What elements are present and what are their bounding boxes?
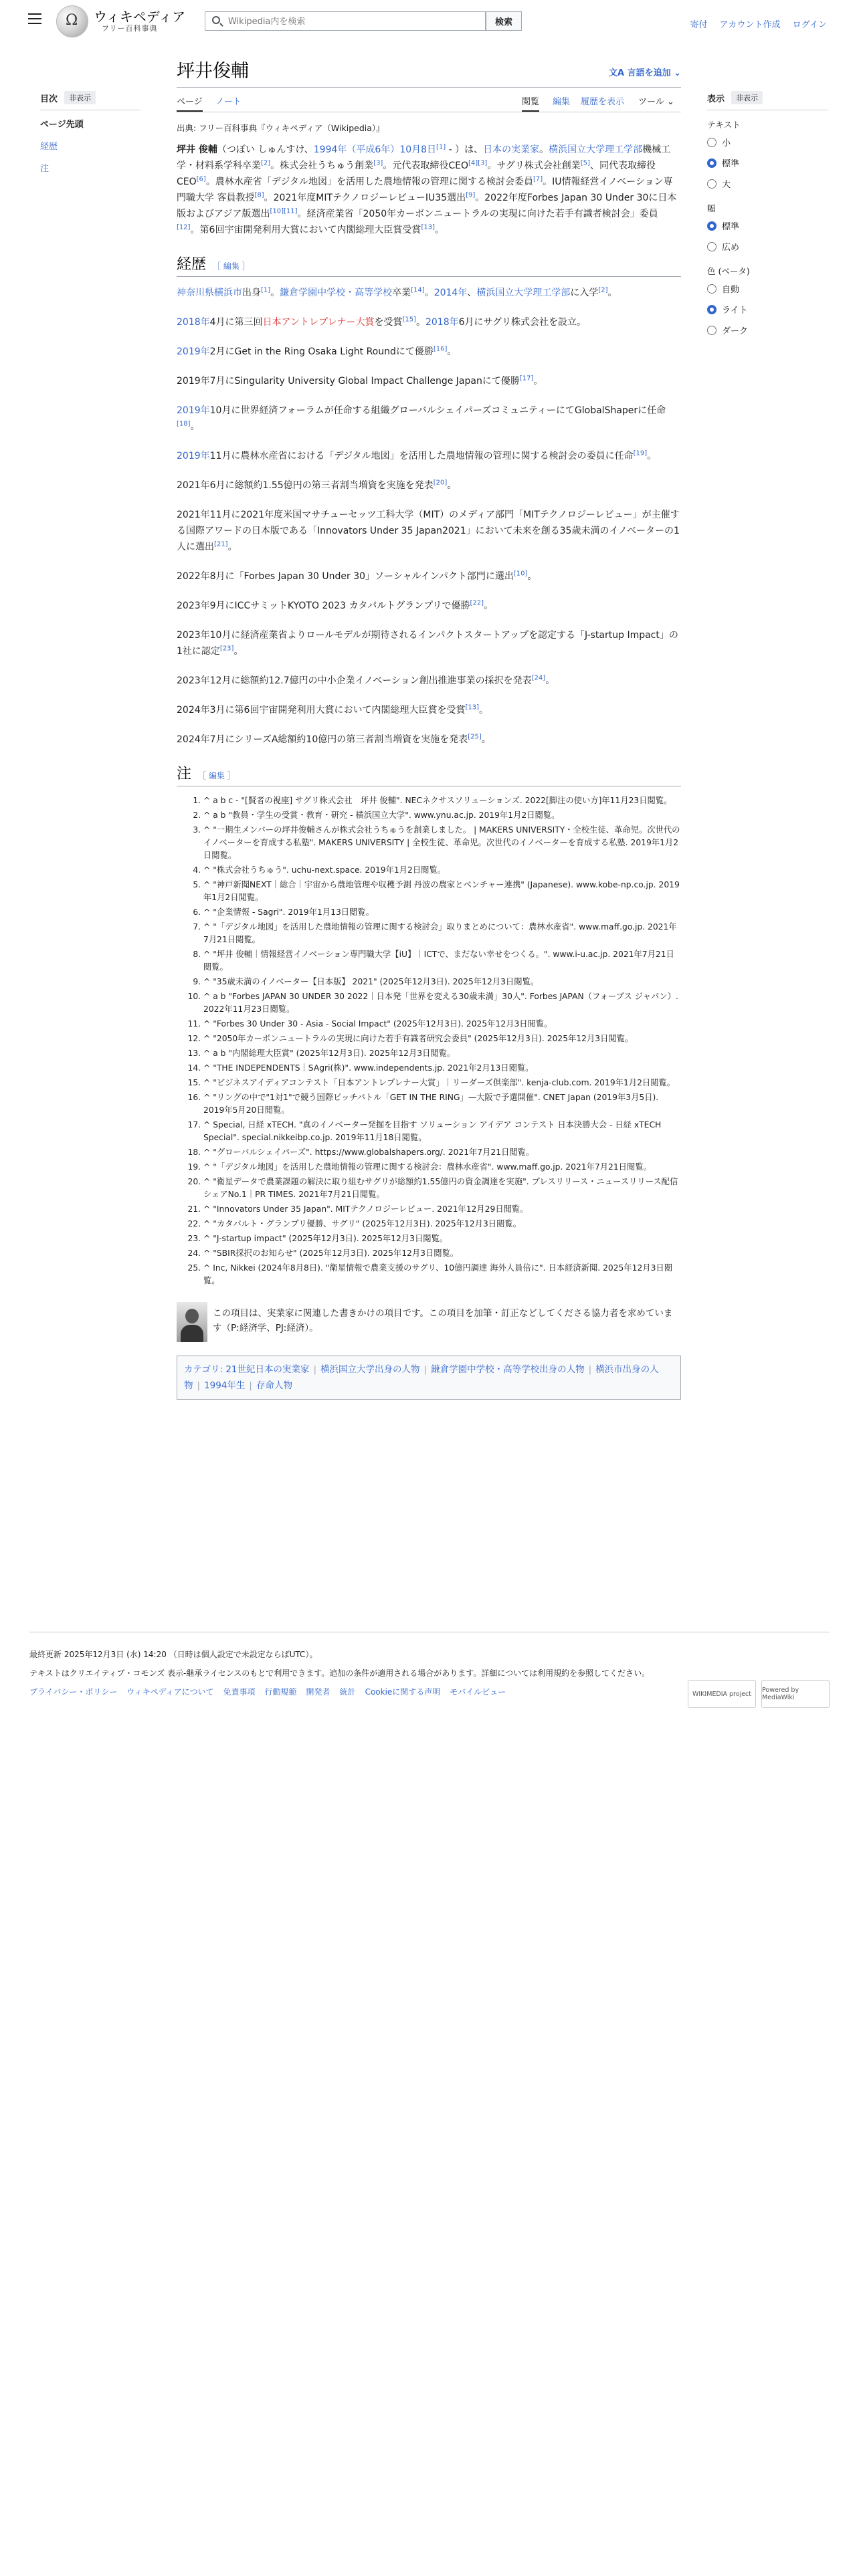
tools-label: ツール [638, 97, 664, 107]
text: 2023年9月にICCサミットKYOTO 2023 カタパルトグランプリで優勝 [177, 601, 470, 611]
toc-header [40, 91, 140, 104]
text: 2月にGet in the Ring Osaka Light Roundにて優勝 [209, 346, 434, 357]
career-paragraph [177, 448, 681, 464]
person-silhouette-icon [177, 1302, 207, 1342]
reference-item [203, 1047, 681, 1060]
toc-item-notes[interactable]: 注 [40, 164, 50, 174]
reference-item [203, 990, 681, 1016]
reference-text[interactable]: ^ "「デジタル地図」を活用した農地情報の管理に関する検討会」取りまとめについて：農林水産省". www.maff.go.jp. 2021年7月21日閲覧。 [203, 922, 677, 944]
ref-link[interactable]: [3] [373, 159, 383, 167]
ref-link[interactable]: [19] [633, 449, 648, 457]
career-paragraph [177, 403, 681, 435]
radio-icon[interactable] [707, 179, 717, 189]
color-label: 色 (ベータ) [707, 266, 750, 276]
career-paragraph [177, 732, 681, 748]
width-option[interactable] [707, 240, 828, 253]
text: 。第6回宇宙開発利用大賞において内閣総理大臣賞受賞 [190, 225, 421, 235]
color-option[interactable] [707, 303, 828, 316]
inline-link[interactable]: 2018年 [425, 317, 459, 328]
ref-link[interactable]: [2] [598, 286, 608, 294]
link-country[interactable]: 日本の実業家 [483, 144, 540, 155]
text: 。 [647, 451, 657, 461]
reference-item [203, 1203, 681, 1216]
text: 2021年11月に2021年度米国マサチューセッツ工科大学（MIT）のメディア部門「MITテクノロジーレビュー」が主催する国際アワードの日本版である「Innovators Under 35 Japan2021」において未来を創る35歳未満のイノベーターの1人に選出 [177, 510, 680, 552]
career-paragraph [177, 477, 681, 494]
ref-link[interactable]: [9] [466, 191, 476, 199]
text-size-label: テキスト [707, 120, 741, 130]
category-items [184, 1364, 659, 1391]
width-option-label: 広め [722, 243, 740, 253]
search-button[interactable]: 検索 [486, 11, 522, 31]
appearance-title: 表示 [707, 94, 725, 104]
reference-item [203, 1018, 681, 1031]
ref-link[interactable]: [25] [468, 733, 482, 741]
text: 。 [481, 734, 491, 745]
reference-item [203, 921, 681, 946]
edit-section-link[interactable]: ［ 編集 ］ [213, 261, 250, 271]
category-separator: | [588, 1364, 592, 1375]
text: 。 [607, 288, 617, 298]
text: 。 [527, 571, 537, 582]
tab-history[interactable]: 履歴を表示 [581, 97, 625, 107]
reference-item [203, 1077, 681, 1089]
inline-link[interactable]: 2014年 [434, 288, 468, 298]
text: 2024年3月に第6回宇宙開発利用大賞において内閣総理大臣賞を受賞 [177, 705, 466, 716]
appearance-hide-button[interactable]: 非表示 [731, 91, 763, 104]
text: 2023年10月に経済産業省よりロールモデルが期待されるインパクトスタートアップを認定する「J-startup Impact」の1社に認定 [177, 630, 678, 657]
ref-link[interactable]: [24] [531, 674, 546, 682]
inline-link[interactable]: 鎌倉学園中学校・高等学校 [280, 288, 393, 298]
text: 2019年7月にSingularity University Global Impact Challenge Japanにて優勝 [177, 376, 520, 387]
ref-link[interactable]: [13] [421, 223, 435, 231]
footer-link[interactable]: 免責事項 [223, 1687, 256, 1697]
text: 。 [233, 646, 244, 657]
stub-text: この項目は、実業家に関連した書きかけの項目です。この項目を加筆・訂正などしてくださる協力者を求めています（P:経済学、PJ:経済）。 [213, 1308, 673, 1333]
toc-title: 目次 [40, 94, 58, 104]
last-edited: 最終更新 2025年12月3日 (水) 14:20 （日時は個人設定で未設定ならばUTC）。 [29, 1650, 318, 1659]
text: 。 [190, 421, 200, 432]
tab-page[interactable]: ページ [177, 94, 203, 112]
create-account-link[interactable]: アカウント作成 [719, 20, 781, 30]
reference-text[interactable]: ^ "35歳未満のイノベーター【日本版】 2021" (2025年12月3日). 2025年12月3日閲覧。 [203, 977, 539, 986]
reference-text[interactable]: ^ "株式会社うちゅう". uchu-next.space. 2019年1月2日閲覧。 [203, 865, 446, 875]
color-option[interactable] [707, 282, 828, 295]
reference-text[interactable]: ^ Inc, Nikkei (2024年8月8日). "衛星情報で農業支援のサグリ、10億円調達 海外人員倍に". 日本経済新聞. 2025年12月3日閲覧。 [203, 1263, 673, 1285]
reference-item [203, 864, 681, 877]
text: 。 [533, 376, 543, 387]
width-option[interactable] [707, 219, 828, 232]
wikimedia-badge[interactable]: WIKIMEDIA project [688, 1680, 756, 1708]
toc-item-top[interactable]: ページ先頭 [40, 120, 84, 130]
inline-link[interactable]: 2019年 [177, 405, 210, 416]
text: 。株式会社うちゅう創業 [270, 160, 374, 171]
text: 10月に世界経済フォーラムが任命する組織グローバルシェイパーズコミュニティーにてGlobalShaperに任命 [209, 405, 666, 416]
reference-text[interactable]: ^ "カタパルト・グランプリ優勝、サグリ" (2025年12月3日). 2025年12月3日閲覧。 [203, 1219, 521, 1228]
ref-link[interactable]: [23] [219, 645, 234, 653]
reference-text[interactable]: ^ Special, 日経 xTECH. "真のイノベーター発掘を目指す ソリューション アイデア コンテスト 日本決勝大会 - 日経 xTECH Special". special.nikkeibp.co.jp. 2019年11月18日閲覧。 [203, 1120, 662, 1142]
inline-link[interactable]: 2019年 [177, 451, 210, 461]
radio-icon[interactable] [707, 221, 717, 231]
color-options [707, 282, 828, 336]
category-separator: | [423, 1364, 427, 1375]
reference-item [203, 1146, 681, 1159]
reference-text[interactable]: ^ "衛星データで農業課題の解決に取り組むサグリが総額約1.55億円の資金調達を実施". プレスリリース・ニュースリリース配信シェアNo.1｜PR TIMES. 2021年7月21日閲覧。 [203, 1177, 678, 1199]
text-size-option-label: 大 [722, 180, 731, 190]
radio-icon[interactable] [707, 284, 717, 294]
license-text: テキストはクリエイティブ・コモンズ 表示-継承ライセンスのもとで利用できます。追加の条件が適用される場合があります。詳細については利用規約を参照してください。 [29, 1669, 650, 1678]
ref-link[interactable]: [18] [177, 420, 191, 428]
text: 卒業 [392, 288, 411, 298]
career-section [177, 285, 681, 748]
reference-text[interactable]: ^ "神戸新聞NEXT｜総合｜宇宙から農地管理や収穫予測 丹波の農家とベンチャー連携" (Japanese). www.kobe-np.co.jp. 2019年1月2日閲覧。 [203, 880, 680, 902]
page-footer [29, 1632, 830, 1701]
references-list [177, 794, 681, 1287]
text: - ）は、 [446, 144, 484, 155]
radio-icon[interactable] [707, 242, 717, 251]
career-paragraph [177, 373, 681, 389]
text: 。元代表取締役CEO [383, 160, 468, 171]
category-link[interactable]: 存命人物 [256, 1380, 292, 1391]
inline-link[interactable]: 2018年 [177, 317, 210, 328]
link-school[interactable]: 横浜国立大学理工学部 [549, 144, 643, 155]
career-paragraph [177, 314, 681, 330]
article-main [177, 59, 681, 1400]
tab-read[interactable]: 閲覧 [522, 94, 539, 112]
career-heading-text: 経歴 [177, 256, 207, 273]
source-line: 出典: フリー百科事典『ウィキペディア（Wikipedia）』 [177, 123, 385, 133]
chevron-down-icon: ⌄ [670, 68, 681, 78]
subject-name: 坪井 俊輔 [177, 144, 217, 155]
width-options [707, 219, 828, 253]
user-links [680, 17, 827, 30]
text: 。 [424, 288, 434, 298]
text-size-option[interactable] [707, 136, 828, 148]
inline-link[interactable]: 2019年 [177, 346, 210, 357]
categories-label[interactable]: カテゴリ: [184, 1364, 223, 1375]
text-size-option[interactable] [707, 156, 828, 169]
ref-link[interactable]: [2] [261, 159, 271, 167]
ref-link[interactable]: [17] [519, 374, 534, 383]
text: 2022年8月に「Forbes Japan 30 Under 30」ソーシャルインパクト部門に選出 [177, 571, 514, 582]
text: 11月に農林水産省における「デジタル地図」を活用した農地情報の管理に関する検討会の委員に任命 [209, 451, 634, 461]
color-option-label: ライト [722, 306, 748, 316]
reference-item [203, 1247, 681, 1260]
reference-text[interactable]: ^ a b c - "[賢者の視座] サグリ株式会社 坪井 俊輔". NECネクサスソリューションズ. 2022[脚注の使い方]年11月23日閲覧。 [203, 796, 672, 805]
text-size-option-label: 標準 [722, 159, 740, 169]
text: 。サグリ株式会社創業 [487, 160, 581, 171]
text: に入学 [570, 288, 599, 298]
text: （つぼい しゅんすけ、 [217, 144, 314, 155]
ref-link[interactable]: [15] [402, 316, 416, 324]
career-paragraph [177, 285, 681, 301]
ref-link[interactable]: [22] [470, 599, 484, 607]
page-tabs [177, 88, 681, 112]
reference-item [203, 794, 681, 807]
reference-item [203, 1218, 681, 1230]
reference-text[interactable]: ^ "一期生メンバーの坪井俊輔さんが株式会社うちゅうを創業しました。 | MAKERS UNIVERSITY・全校生徒、革命児。次世代のイノベーターを育成する私塾". MAKERS UNIVERSITY | 全校生徒、革命児。次世代のイノベーターを育成する私塾. 2019年1月2日閲覧。 [203, 825, 680, 860]
text: 4月に第三回 [209, 317, 263, 328]
ref-link[interactable]: [20] [433, 479, 448, 487]
ref-link[interactable]: [10] [513, 570, 528, 578]
wikipedia-logo-icon[interactable]: Ω [56, 5, 88, 37]
section-heading-career [177, 253, 681, 277]
reference-text[interactable]: ^ "2050年カーボンニュートラルの実現に向けた若手有識者研究会委員" (2025年12月3日). 2025年12月3日閲覧。 [203, 1034, 634, 1043]
reference-item [203, 906, 681, 919]
career-paragraph [177, 702, 681, 718]
category-link[interactable]: 鎌倉学園中学校・高等学校出身の人物 [431, 1364, 585, 1375]
ref-link[interactable]: [7] [533, 175, 543, 183]
text-size-option-label: 小 [722, 138, 731, 148]
ref-link[interactable]: [12] [177, 223, 191, 231]
translate-icon: 文A [608, 68, 628, 78]
reference-item [203, 1033, 681, 1045]
inline-link[interactable]: 神奈川県横浜市 [177, 288, 242, 298]
search-icon [212, 16, 220, 24]
reference-text[interactable]: ^ "坪井 俊輔｜情報経営イノベーション専門職大学【iU】｜ICTで、まだない幸せをつくる。". www.i-u.ac.jp. 2021年7月21日閲覧。 [203, 950, 674, 972]
text: 2023年12月に総額約12.7億円の中小企業イノベーション創出推進事業の採択を発表 [177, 675, 532, 686]
reference-text[interactable]: ^ "THE INDEPENDENTS｜SAgri(株)". www.independents.jp. 2021年2月13日閲覧。 [203, 1063, 534, 1073]
reference-text[interactable]: ^ "SBIR採択のお知らせ" (2025年12月3日). 2025年12月3日閲覧。 [203, 1249, 459, 1258]
text: 2024年7月にシリーズA総額約10億円の第三者割当増資を実施を発表 [177, 734, 468, 745]
text-size-options [707, 136, 828, 190]
text: 機械工学・材料系学科卒業 [177, 144, 671, 171]
tab-edit[interactable]: 編集 [553, 97, 571, 107]
text: を受賞 [374, 317, 403, 328]
appearance-panel [707, 91, 828, 344]
text: 。農林水産省「デジタル地図」を活用した農地情報の管理に関する検討会委員 [205, 177, 533, 187]
text: 。 [434, 225, 444, 235]
text: 6月にサグリ株式会社を設立。 [458, 317, 586, 328]
chevron-down-icon: ⌄ [664, 97, 674, 107]
footer-link[interactable]: 開発者 [306, 1687, 330, 1697]
search-box [205, 11, 486, 31]
radio-icon[interactable] [707, 305, 717, 314]
section-heading-notes [177, 762, 681, 786]
stub-notice [177, 1302, 681, 1342]
ref-link[interactable]: [1] [436, 143, 446, 151]
category-separator: | [249, 1380, 252, 1391]
main-menu-icon[interactable] [28, 13, 41, 24]
reference-text[interactable]: ^ "Forbes 30 Under 30 - Asia - Social Impact" (2025年12月3日). 2025年12月3日閲覧。 [203, 1019, 553, 1029]
width-label: 幅 [707, 203, 716, 213]
reference-item [203, 809, 681, 822]
text: 。経済産業省「2050年カーボンニュートラルの実現に向けた若手有識者検討会」委員 [297, 209, 658, 219]
ref-link[interactable]: [21] [214, 540, 228, 548]
reference-text[interactable]: ^ a b "Forbes JAPAN 30 UNDER 30 2022｜日本発「世界を変える30歳未満」30人". Forbes JAPAN（フォーブス ジャパン）. 2022年11月23日閲覧。 [203, 992, 678, 1014]
text: 。 [545, 675, 555, 686]
ref-link[interactable]: [8] [254, 191, 264, 199]
mediawiki-badge[interactable]: Powered by MediaWiki [761, 1680, 830, 1708]
reference-item [203, 976, 681, 988]
footer-link[interactable]: モバイルビュー [450, 1687, 506, 1697]
reference-text[interactable]: ^ a b "教員・学生の受賞・教育・研究 - 横浜国立大学". www.ynu.ac.jp. 2019年1月2日閲覧。 [203, 811, 560, 820]
text: 。 [484, 601, 494, 611]
add-languages-button[interactable] [609, 66, 681, 78]
reference-item [203, 1119, 681, 1144]
career-paragraph [177, 673, 681, 689]
text: 。 [270, 288, 280, 298]
category-separator: | [313, 1364, 317, 1375]
ref-link[interactable]: [1] [261, 286, 271, 294]
link-date[interactable]: 10月8日 [399, 144, 437, 155]
login-link[interactable]: ログイン [792, 20, 827, 30]
appearance-header [707, 91, 828, 104]
reference-text[interactable]: ^ "「デジタル地図」を活用した農地情報の管理に関する検討会：農林水産省". www.maff.go.jp. 2021年7月21日閲覧。 [203, 1162, 652, 1172]
text: 。IU情報経営イノベーション専門職大学 客員教授 [177, 177, 673, 203]
career-paragraph [177, 598, 681, 614]
text: 。 [447, 480, 457, 491]
career-paragraph [177, 507, 681, 555]
category-separator: | [197, 1380, 201, 1391]
table-of-contents [40, 91, 140, 183]
tab-talk[interactable]: ノート [215, 97, 242, 107]
text: 。 [447, 346, 457, 357]
ref-link[interactable]: [5] [580, 159, 590, 167]
radio-icon[interactable] [707, 326, 717, 335]
footer-link[interactable]: 行動規範 [264, 1687, 297, 1697]
width-option-label: 標準 [722, 222, 740, 232]
reference-text[interactable]: ^ "J-startup impact" (2025年12月3日). 2025年12月3日閲覧。 [203, 1234, 448, 1243]
reference-item [203, 1262, 681, 1287]
intro-paragraph [177, 142, 681, 238]
add-languages-label: 言語を追加 [627, 68, 671, 78]
reference-text[interactable]: ^ "ビジネスアイディアコンテスト「日本アントレプレナー大賞」｜リーダーズ倶楽部". kenja-club.com. 2019年1月2日閲覧。 [203, 1078, 676, 1087]
site-header [0, 0, 859, 41]
career-paragraph [177, 627, 681, 659]
color-option-label: ダーク [722, 326, 749, 336]
donate-link[interactable]: 寄付 [690, 20, 708, 30]
reference-text[interactable]: ^ a b "内閣総理大臣賞" (2025年12月3日). 2025年12月3日閲覧。 [203, 1049, 456, 1058]
text: 、 [467, 288, 477, 298]
ref-link[interactable]: [16] [433, 345, 448, 353]
text: 。2022年度Forbes Japan 30 Under 30に日本版およびアジア版選出 [177, 193, 677, 219]
tab-tools[interactable] [638, 94, 674, 107]
reference-text[interactable]: ^ "企業情報 - Sagri". 2019年1月13日閲覧。 [203, 907, 374, 917]
text: 2021年6月に総額約1.55億円の第三者割当増資を実施を発表 [177, 480, 434, 491]
category-links [177, 1356, 681, 1400]
reference-item [203, 948, 681, 974]
text: 。 [415, 317, 425, 328]
edit-section-link[interactable]: ［ 編集 ］ [198, 771, 235, 780]
color-option[interactable] [707, 324, 828, 336]
category-link[interactable]: 21世紀日本の実業家 [225, 1364, 310, 1375]
notes-heading-text: 注 [177, 766, 192, 782]
category-link[interactable]: 横浜国立大学出身の人物 [320, 1364, 420, 1375]
text: 出身 [242, 288, 261, 298]
ref-link[interactable]: [13] [465, 704, 479, 712]
footer-link[interactable]: Cookieに関する声明 [365, 1687, 441, 1697]
reference-item [203, 1091, 681, 1117]
category-link[interactable]: 1994年生 [204, 1380, 246, 1391]
toc-item-career[interactable]: 経歴 [40, 142, 58, 152]
text: 。 [539, 144, 549, 155]
reference-text[interactable]: ^ "リングの中で"1対1"で競う国際ピッチバトル「GET IN THE RING」—大阪で予選開催". CNET Japan (2019年3月5日). 2019年5月20日閲覧。 [203, 1093, 659, 1115]
inline-link[interactable]: 横浜国立大学理工学部 [476, 288, 571, 298]
reference-item [203, 879, 681, 904]
category-link[interactable]: 横浜市出身の人物 [184, 1364, 659, 1391]
text: 。 [227, 542, 237, 552]
radio-icon[interactable] [707, 158, 717, 168]
reference-text[interactable]: ^ "Innovators Under 35 Japan". MITテクノロジーレビュー. 2021年12月29日閲覧。 [203, 1204, 529, 1214]
footer-link[interactable]: ウィキペディアについて [126, 1687, 214, 1697]
text: 。2021年度MITテクノロジーレビューIU35選出 [264, 193, 466, 203]
career-paragraph [177, 344, 681, 360]
ref-link[interactable]: [14] [411, 286, 425, 294]
ref-link[interactable]: [4][3] [468, 159, 488, 167]
reference-text[interactable]: ^ "グローバルシェイパーズ". https://www.globalshapers.org/. 2021年7月21日閲覧。 [203, 1148, 535, 1157]
reference-item [203, 1161, 681, 1174]
inline-link[interactable]: 日本アントレプレナー大賞 [262, 317, 375, 328]
page-title: 坪井俊輔 [177, 61, 249, 82]
footer-link[interactable]: プライバシー・ポリシー [29, 1687, 118, 1697]
reference-item [203, 1232, 681, 1245]
career-paragraph [177, 568, 681, 584]
text: 。 [478, 705, 488, 716]
color-option-label: 自動 [722, 285, 740, 295]
ref-link[interactable]: [10][11] [270, 207, 298, 215]
radio-icon[interactable] [707, 138, 717, 147]
text: 、同代表取締役CEO [177, 160, 656, 187]
footer-badges [682, 1680, 830, 1708]
footer-link[interactable]: 統計 [339, 1687, 356, 1697]
link-year[interactable]: 1994年（平成6年） [313, 144, 400, 155]
site-name[interactable]: ウィキペディア [94, 9, 186, 25]
text-size-option[interactable] [707, 177, 828, 190]
toc-hide-button[interactable]: 非表示 [64, 91, 96, 104]
search-input[interactable] [227, 12, 484, 31]
reference-item [203, 1176, 681, 1201]
site-tagline: フリー百科事典 [102, 24, 158, 33]
reference-item [203, 824, 681, 862]
ref-link[interactable]: [6] [196, 175, 206, 183]
reference-item [203, 1062, 681, 1075]
